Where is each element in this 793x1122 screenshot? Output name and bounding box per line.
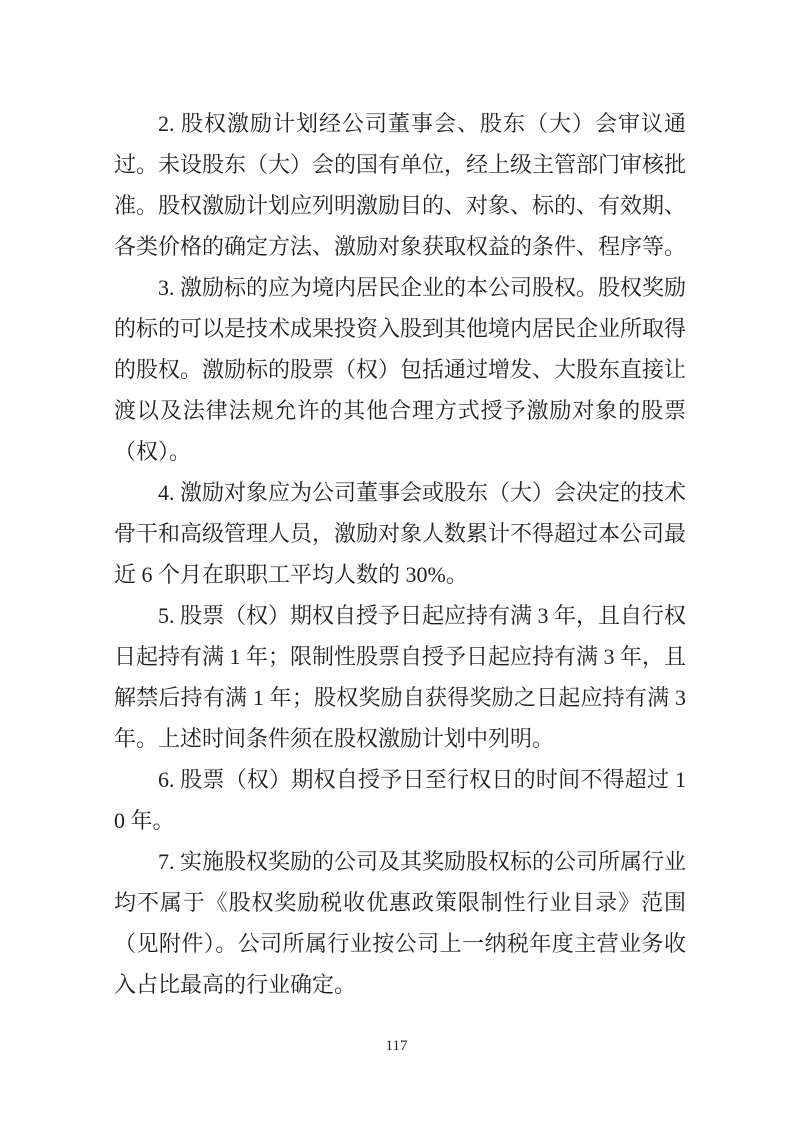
paragraph-item-2: 2. 股权激励计划经公司董事会、股东（大）会审议通过。未设股东（大）会的国有单位，经上级主管部门审核批准。股权激励计划应列明激励目的、对象、标的、有效期、各类价格的确定方法、激励对象获取权益的条件、程序等。: [114, 111, 687, 259]
paragraph-item-3: 3. 激励标的应为境内居民企业的本公司股权。股权奖励的标的可以是技术成果投资入股到其他境内居民企业所取得的股权。激励标的股票（权）包括通过增发、大股东直接让渡以及法律法规允许的其他合理方式授予激励对象的股票（权）。: [114, 275, 687, 464]
paragraph-item-4: 4. 激励对象应为公司董事会或股东（大）会决定的技术骨干和高级管理人员，激励对象人数累计不得超过本公司最近 6 个月在职职工平均人数的 30%。: [114, 480, 687, 587]
paragraph-item-6: 6. 股票（权）期权自授予日至行权日的时间不得超过 10 年。: [114, 767, 686, 833]
paragraph-item-5: 5. 股票（权）期权自授予日起应持有满 3 年，且自行权日起持有满 1 年；限制性股票自授予日起应持有满 3 年，且解禁后持有满 1 年；股权奖励自获得奖励之日起应持有满 3 年。上述时间条件须在股权激励计划中列明。: [114, 603, 687, 751]
document-body: [114, 103, 686, 1005]
paragraph-item-7: 7. 实施股权奖励的公司及其奖励股权标的公司所属行业均不属于《股权奖励税收优惠政策限制性行业目录》范围（见附件）。公司所属行业按公司上一纳税年度主营业务收入占比最高的行业确定。: [114, 849, 687, 997]
page-number: 117: [385, 1038, 408, 1054]
